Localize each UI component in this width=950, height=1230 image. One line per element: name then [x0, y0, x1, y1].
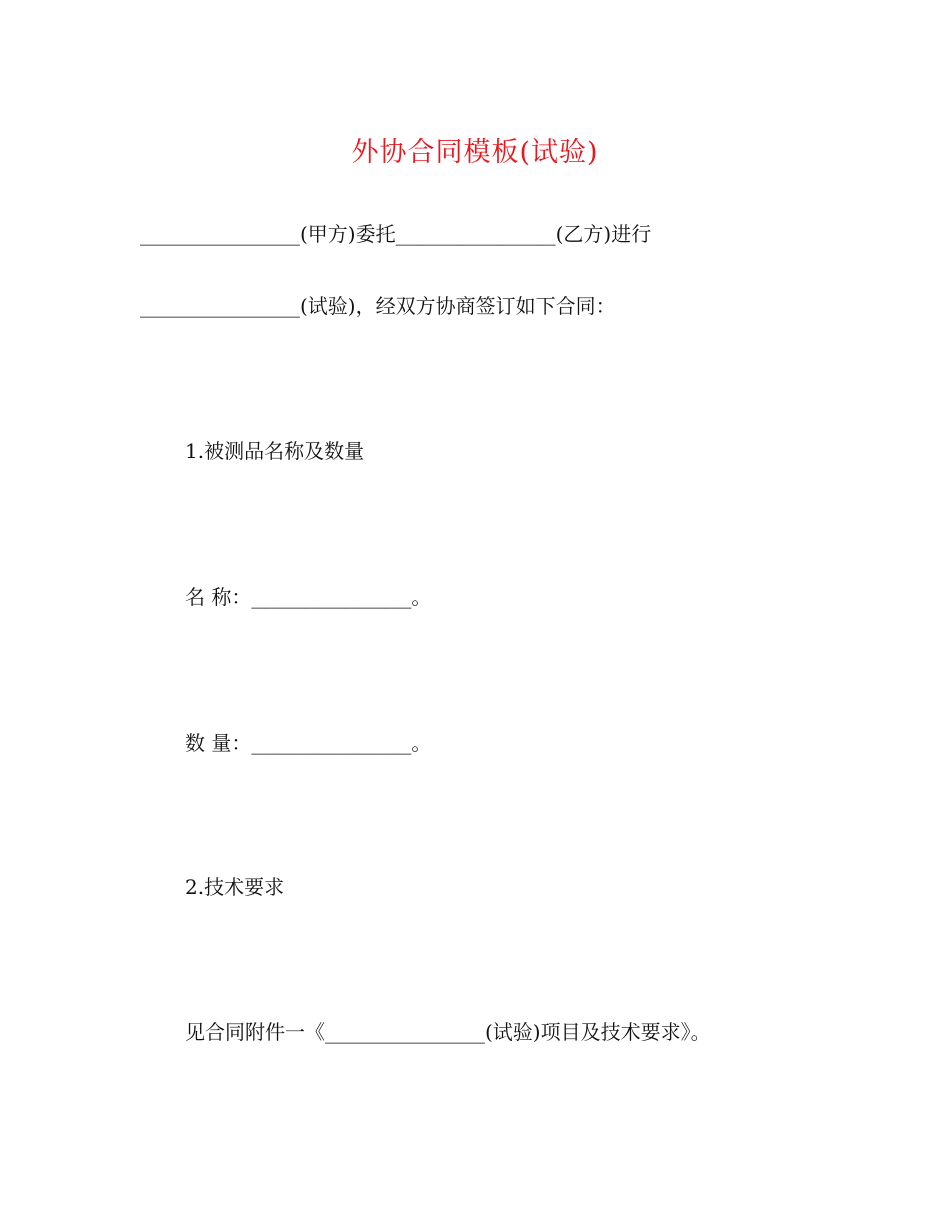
document-title: 外协合同模板(试验) — [351, 137, 599, 168]
section-2-heading: 2.技术要求 — [185, 875, 285, 899]
intro-line-1: ________________(甲方)委托________________(乙方)进行 — [140, 222, 652, 246]
tech-requirements-line: 见合同附件一《________________(试验)项目及技术要求》。 — [185, 1020, 711, 1044]
quantity-field-line: 数 量：________________。 — [185, 731, 432, 755]
intro-line-2: ________________(试验)，经双方协商签订如下合同： — [140, 294, 616, 318]
section-1-heading: 1.被测品名称及数量 — [185, 439, 365, 463]
name-field-line: 名 称：________________。 — [185, 585, 432, 609]
